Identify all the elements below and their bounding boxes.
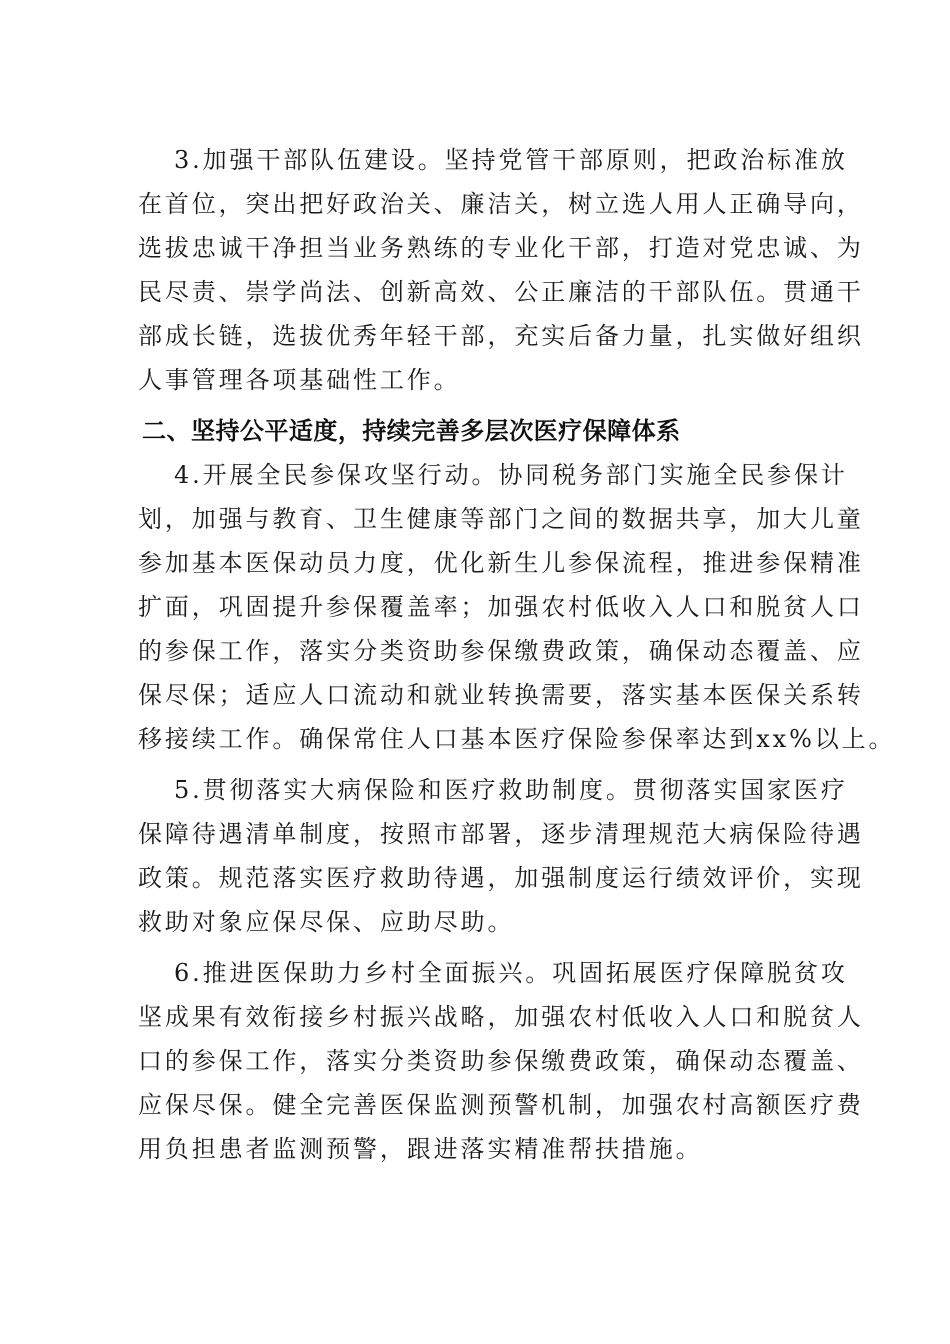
paragraph-5-serious-illness: [138, 768, 864, 944]
paragraph-line: 民尽责、崇学尚法、创新高效、公正廉洁的干部队伍。贯通干: [138, 278, 864, 306]
paragraph-line: 的参保工作，落实分类资助参保缴费政策，确保动态覆盖、应: [138, 637, 864, 665]
paragraph-line: 应保尽保。健全完善医保监测预警机制，加强农村高额医疗费: [138, 1091, 864, 1119]
document-page: [138, 138, 896, 1178]
paragraph-line: 划，加强与教育、卫生健康等部门之间的数据共享，加大儿童: [138, 505, 864, 533]
paragraph-line: 参加基本医保动员力度，优化新生儿参保流程，推进参保精准: [138, 549, 864, 577]
paragraph-line: 3.加强干部队伍建设。坚持党管干部原则，把政治标准放: [174, 146, 848, 174]
paragraph-line: 移接续工作。确保常住人口基本医疗保险参保率达到xx%以上。: [138, 725, 896, 753]
paragraph-line: 政策。规范落实医疗救助待遇，加强制度运行绩效评价，实现: [138, 864, 864, 892]
paragraph-line: 人事管理各项基础性工作。: [138, 366, 461, 394]
paragraph-4-universal-insurance: [138, 453, 896, 761]
paragraph-line: 部成长链，选拔优秀年轻干部，充实后备力量，扎实做好组织: [138, 322, 864, 350]
paragraph-3-cadre-team: [138, 138, 864, 402]
section-heading-block: [138, 409, 830, 453]
paragraph-line: 用负担患者监测预警，跟进落实精准帮扶措施。: [138, 1135, 703, 1163]
paragraph-line: 保障待遇清单制度，按照市部署，逐步清理规范大病保险待遇: [138, 820, 864, 848]
paragraph-line: 口的参保工作，落实分类资助参保缴费政策，确保动态覆盖、: [138, 1047, 864, 1075]
section-heading: 二、坚持公平适度，持续完善多层次医疗保障体系: [142, 417, 681, 445]
paragraph-line: 坚成果有效衔接乡村振兴战略，加强农村低收入人口和脱贫人: [138, 1003, 864, 1031]
paragraph-line: 在首位，突出把好政治关、廉洁关，树立选人用人正确导向，: [138, 190, 864, 218]
paragraph-line: 5.贯彻落实大病保险和医疗救助制度。贯彻落实国家医疗: [174, 776, 848, 804]
paragraph-line: 6.推进医保助力乡村全面振兴。巩固拓展医疗保障脱贫攻: [174, 959, 848, 987]
paragraph-line: 扩面，巩固提升参保覆盖率；加强农村低收入人口和脱贫人口: [138, 593, 864, 621]
paragraph-line: 4.开展全民参保攻坚行动。协同税务部门实施全民参保计: [174, 461, 848, 489]
paragraph-line: 选拔忠诚干净担当业务熟练的专业化干部，打造对党忠诚、为: [138, 234, 864, 262]
paragraph-line: 救助对象应保尽保、应助尽助。: [138, 908, 515, 936]
paragraph-6-rural-revitalization: [138, 951, 864, 1171]
paragraph-line: 保尽保；适应人口流动和就业转换需要，落实基本医保关系转: [138, 681, 864, 709]
